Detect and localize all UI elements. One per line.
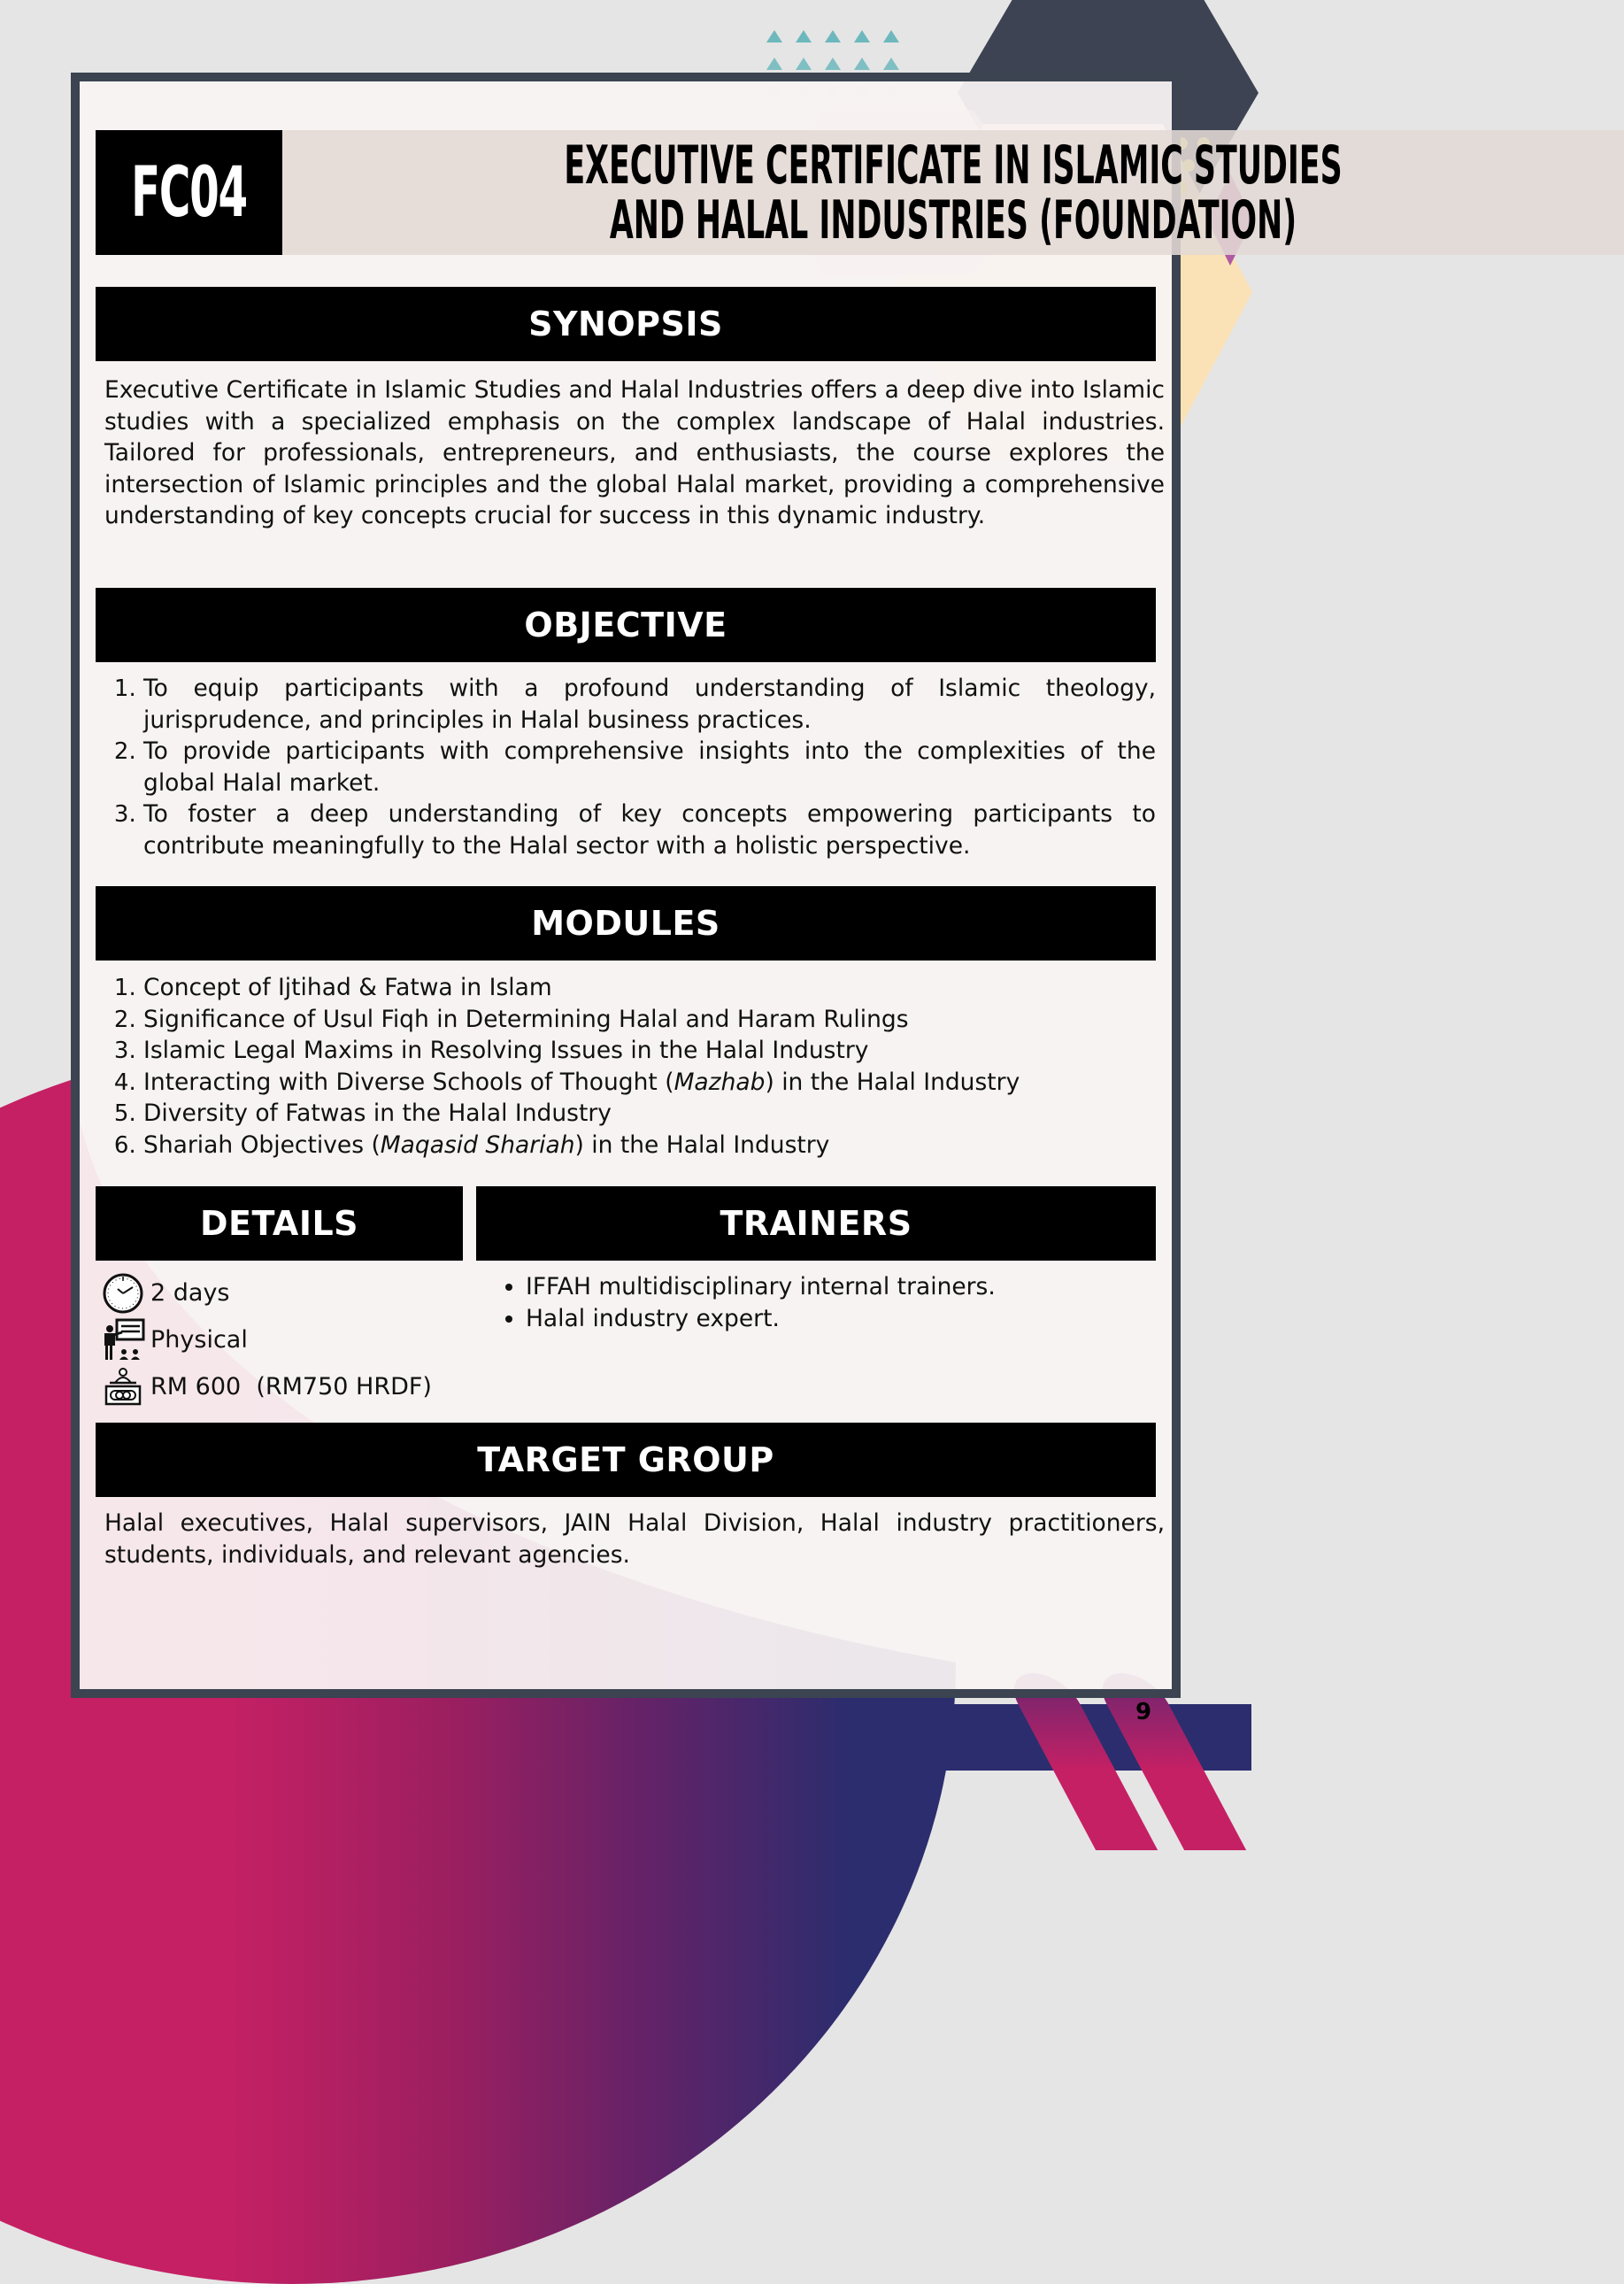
decorative-triangle <box>854 58 870 70</box>
module-text: ) in the Halal Industry <box>765 1068 1020 1096</box>
synopsis-heading: SYNOPSIS <box>96 287 1156 361</box>
trainers-heading: TRAINERS <box>476 1186 1156 1261</box>
trainers-section <box>476 1186 1156 1410</box>
decorative-triangle <box>766 30 782 42</box>
clock-icon <box>96 1272 150 1315</box>
modules-heading: MODULES <box>96 886 1156 961</box>
detail-fee <box>96 1363 463 1410</box>
detail-mode <box>96 1316 463 1363</box>
objective-heading: OBJECTIVE <box>96 588 1156 662</box>
page-number: 9 <box>1135 1699 1152 1725</box>
module-text: Diversity of Fatwas in the Halal Industry <box>143 1100 612 1128</box>
target-group-heading: TARGET GROUP <box>96 1423 1156 1497</box>
module-text: Concept of Ijtihad & Fatwa in Islam <box>143 974 552 1001</box>
module-item <box>143 1035 1156 1067</box>
details-section <box>96 1186 463 1410</box>
detail-text: RM 600 (RM750 HRDF) <box>150 1373 432 1400</box>
module-item <box>143 1004 1156 1036</box>
course-title-line-1: EXECUTIVE CERTIFICATE IN ISLAMIC STUDIES <box>564 134 1343 197</box>
decorative-triangle <box>854 30 870 42</box>
decorative-triangle <box>796 58 812 70</box>
module-text: Shariah Objectives ( <box>143 1130 381 1159</box>
trainer-item: • IFFAH multidisciplinary internal trainers. <box>526 1271 1156 1303</box>
detail-text: 2 days <box>150 1279 230 1307</box>
module-text: Significance of Usul Fiqh in Determining Halal and Haram Rulings <box>143 1005 909 1033</box>
modules-section <box>96 972 1174 1161</box>
decorative-triangle <box>796 30 812 42</box>
course-code-badge <box>96 130 282 255</box>
trainers-list <box>476 1271 1156 1334</box>
module-item <box>143 972 1156 1004</box>
module-item <box>143 1098 1156 1130</box>
details-heading: DETAILS <box>96 1186 463 1261</box>
detail-duration <box>96 1269 463 1316</box>
objective-item: 2. To provide participants with comprehensive insights into the complexities of the global Halal market. <box>143 736 1156 799</box>
course-title-line-2: AND HALAL INDUSTRIES (FOUNDATION) <box>609 189 1297 251</box>
module-text: Interacting with Diverse Schools of Thought ( <box>143 1068 674 1096</box>
course-code: FC04 <box>131 152 247 233</box>
objective-item: 1. To equip participants with a profound understanding of Islamic theology, jurisprudence, and principles in Halal business practices. <box>143 673 1156 736</box>
objective-item: 3. To foster a deep understanding of key concepts empowering participants to contribute meaningfully to the Halal sector with a holistic perspective. <box>143 799 1156 861</box>
decorative-triangle <box>825 30 841 42</box>
synopsis-text: Executive Certificate in Islamic Studies and Halal Industries offers a deep dive into Islamic studies with a specialized emphasis on the complex landscape of Halal industries. Tailored for professionals, entrepreneurs, and enthusiasts, the course explores the intersection of Islamic principles and the global Halal market, providing a comprehensive understanding of key concepts crucial for success in this dynamic industry. <box>104 376 1165 530</box>
decorative-triangle <box>883 58 899 70</box>
module-text: ) in the Halal Industry <box>574 1130 830 1159</box>
course-title-banner <box>282 130 1624 255</box>
classroom-presentation-icon <box>96 1319 150 1362</box>
details-trainers-row <box>96 1186 1156 1410</box>
cashier-money-icon <box>96 1366 150 1408</box>
module-text: Islamic Legal Maxims in Resolving Issues in the Halal Industry <box>143 1037 869 1065</box>
module-term-italic: Mazhab <box>673 1068 766 1096</box>
decorative-triangle <box>766 58 782 70</box>
objective-section <box>96 673 1174 862</box>
module-item <box>143 1067 1156 1099</box>
course-title-block <box>96 130 1343 255</box>
module-item <box>143 1130 1156 1161</box>
details-list <box>96 1269 463 1410</box>
detail-text: Physical <box>150 1326 248 1354</box>
decorative-triangle <box>883 30 899 42</box>
decorative-triangle <box>825 58 841 70</box>
modules-list <box>104 972 1165 1161</box>
course-title <box>564 134 1343 251</box>
module-term-italic: Maqasid Shariah <box>380 1130 575 1159</box>
objective-list <box>104 673 1165 862</box>
trainer-item: • Halal industry expert. <box>526 1303 1156 1335</box>
target-group-text: Halal executives, Halal supervisors, JAIN Halal Division, Halal industry practitioners, students, individuals, and relevant agencies. <box>104 1509 1165 1569</box>
